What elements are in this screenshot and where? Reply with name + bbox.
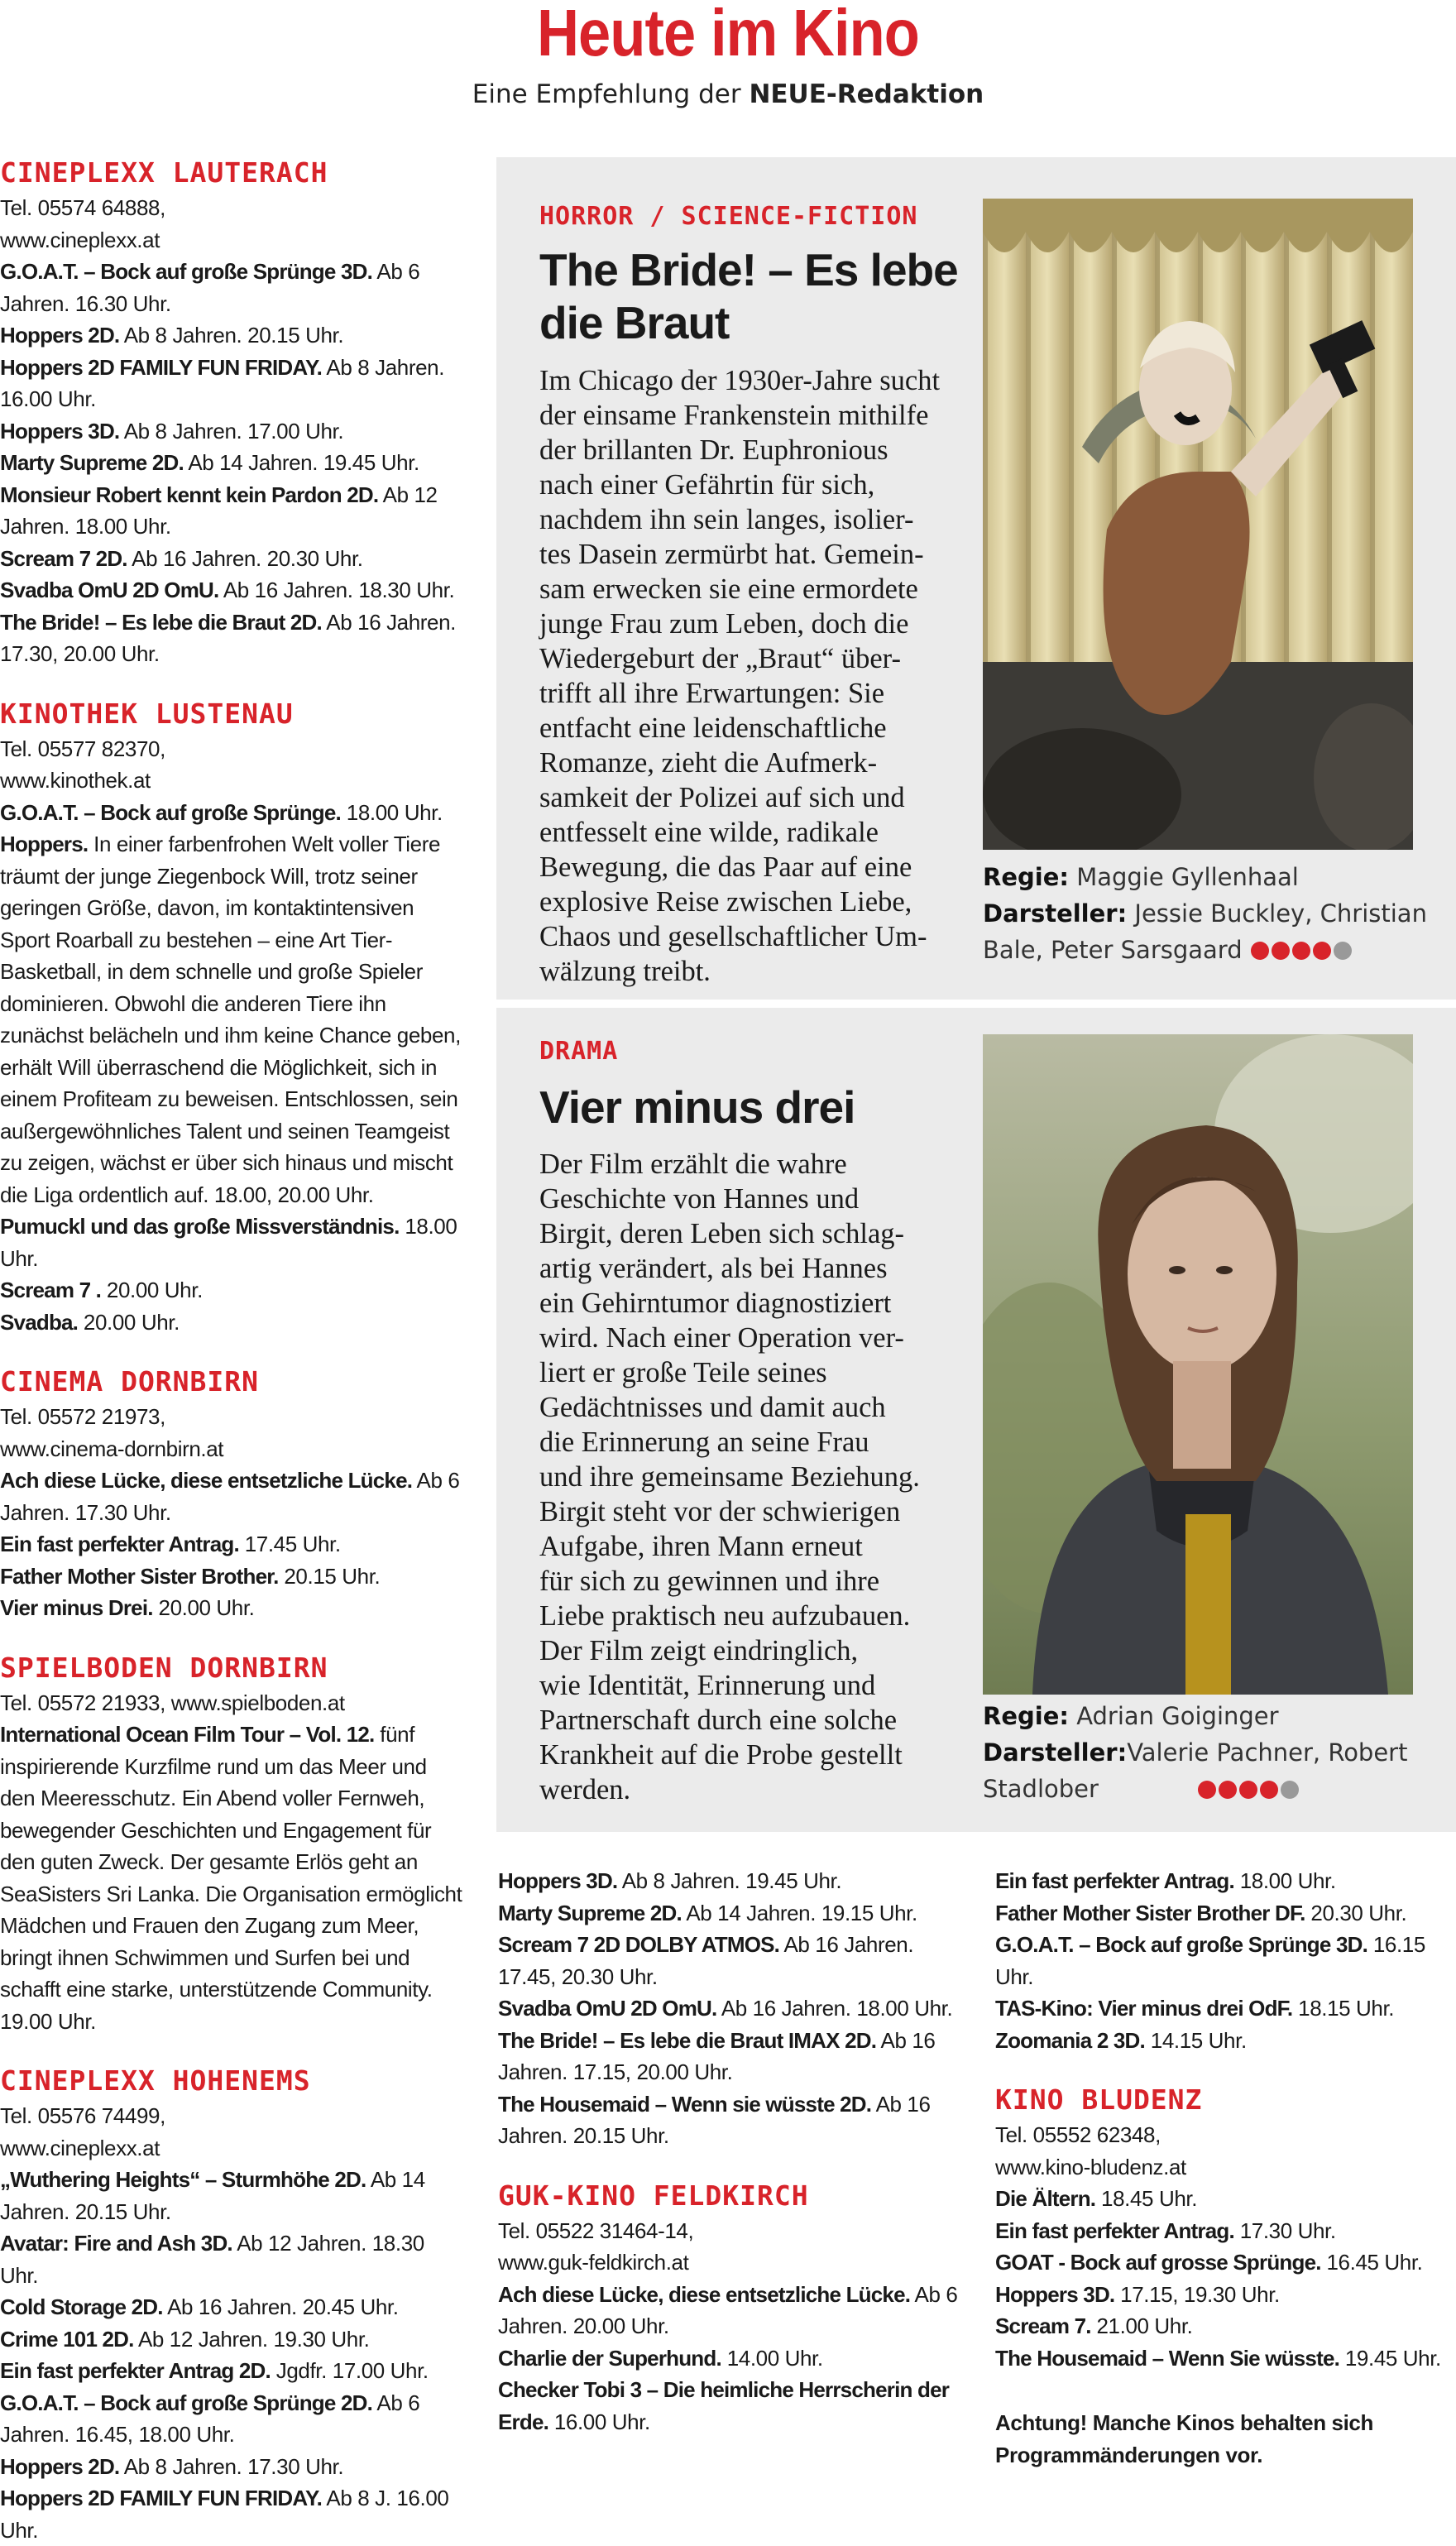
featured-2-genre: DRAMA [539, 1037, 619, 1066]
listing-details: 18.00 Uhr. [340, 799, 443, 825]
listing-details: Ab 14 Jahren. 20.15 Uhr. [0, 2167, 425, 2224]
listing-entry [0, 765, 463, 797]
listing-details: Ab 12 Jahren. 18.30 Uhr. [0, 2231, 424, 2288]
movie-title: Ein fast perfekter Antrag. [0, 1532, 239, 1556]
movie-title: Die Ältern. [995, 2186, 1096, 2211]
listing-details: 20.00 Uhr. [78, 1309, 180, 1335]
listing-details: Ab 8 Jahren. 19.45 Uhr. [617, 1868, 842, 1893]
listing-entry [0, 1528, 463, 1561]
listing-entry [0, 2355, 463, 2387]
description-line: Bewegung, die das Paar auf eine [539, 851, 912, 883]
listing-entry [0, 2323, 463, 2356]
listing-entry [0, 415, 463, 448]
listing-entry [0, 1561, 463, 1593]
movie-title: Hoppers 2D. [0, 2453, 120, 2479]
middle-listings-column [498, 1865, 961, 2438]
listing-details: Ab 8 Jahren. 20.15 Uhr. [119, 323, 344, 348]
listing-entry [0, 352, 463, 415]
listing-details: Tel. 05572 21933, www.spielboden.at [0, 1690, 345, 1715]
description-line: trifft all ihre Erwartungen: Sie [539, 678, 885, 709]
listing-details: Tel. 05574 64888, [0, 195, 165, 220]
listing-entry [0, 1592, 463, 1624]
listing-entry [0, 733, 463, 765]
listing-entry [0, 2291, 463, 2323]
featured-2-regie: Adrian Goiginger [1076, 1702, 1279, 1730]
description-line: Geschichte von Hannes und [539, 1183, 860, 1215]
movie-title: Scream 7 2D. [0, 545, 127, 571]
description-line: Liebe praktisch neu aufzubauen. [539, 1600, 911, 1632]
listing-entry [0, 2164, 463, 2227]
listing-entry [0, 797, 463, 829]
featured-2-darsteller-line2: Stadlober [983, 1775, 1099, 1803]
listing-entry [0, 256, 463, 319]
rating-dot-empty [1334, 942, 1352, 960]
right-listings-column [995, 1865, 1442, 2471]
listing-entry [0, 192, 463, 224]
description-line: junge Frau zum Leben, doch die [539, 608, 909, 640]
description-line: Wiedergeburt der „Braut“ über- [539, 643, 901, 674]
description-line: explosive Reise zwischen Liebe, [539, 886, 912, 918]
movie-title: Ach diese Lücke, diese entsetzliche Lücke. [0, 1468, 413, 1493]
listing-details: Ab 16 Jahren. 17.45, 20.30 Uhr. [498, 1932, 914, 1989]
subtitle-bold: NEUE-Redaktion [749, 79, 984, 109]
listing-entry [0, 479, 463, 543]
movie-title: Ach diese Lücke, diese entsetzliche Lücke. [498, 2281, 911, 2307]
movie-title: G.O.A.T. – Bock auf große Sprünge 3D. [995, 1932, 1368, 1957]
listing-entry [498, 2342, 961, 2375]
listing-details: www.kino-bludenz.at [995, 2154, 1186, 2179]
listing-details: Ab 14 Jahren. 19.15 Uhr. [681, 1900, 917, 1925]
listing-entry [0, 1307, 463, 1339]
listing-details: Tel. 05576 74499, [0, 2103, 165, 2128]
featured-1-rating [1251, 933, 1354, 970]
featured-1-description [539, 363, 986, 989]
description-line: liert er große Teile seines [539, 1357, 827, 1388]
movie-title: Father Mother Sister Brother DF. [995, 1900, 1305, 1925]
listing-entry [0, 2482, 463, 2546]
listing-details: Ab 12 Jahren. 18.00 Uhr. [0, 482, 438, 539]
movie-title: Hoppers 3D. [498, 1868, 618, 1893]
listing-details: Jgdfr. 17.00 Uhr. [270, 2358, 429, 2383]
listing-entry [0, 2132, 463, 2165]
vier-minus-drei-image [983, 1034, 1413, 1695]
listing-entry [498, 2279, 961, 2342]
description-line: tes Dasein zermürbt hat. Gemein- [539, 539, 924, 570]
listing-details: 19.45 Uhr. [1339, 2345, 1441, 2371]
movie-title: The Housemaid – Wenn Sie wüsste. [995, 2345, 1340, 2371]
movie-title: Ein fast perfekter Antrag 2D. [0, 2358, 271, 2383]
listing-entry [0, 1465, 463, 1528]
listing-details: 16.15 Uhr. [995, 1932, 1425, 1989]
featured-2-darsteller-label: Darsteller: [983, 1738, 1128, 1767]
featured-2-darsteller-line1: Valerie Pachner, Robert [1127, 1738, 1408, 1767]
listing-entry [995, 2246, 1442, 2279]
movie-title: Hoppers 3D. [995, 2281, 1115, 2307]
listing-entry [0, 1274, 463, 1307]
featured-1-darsteller-label: Darsteller: [983, 899, 1128, 928]
description-line: werden. [539, 1774, 631, 1805]
listing-entry [995, 2342, 1442, 2375]
featured-1-regie: Maggie Gyllenhaal [1076, 863, 1299, 891]
description-line: entfesselt eine wilde, radikale [539, 817, 879, 848]
movie-title: Marty Supreme 2D. [498, 1900, 682, 1925]
movie-title: Hoppers 2D FAMILY FUN FRIDAY. [0, 354, 323, 380]
rating-dot-empty [1281, 1781, 1299, 1799]
description-line: nach einer Gefährtin für sich, [539, 469, 875, 501]
listing-entry [0, 607, 463, 670]
rating-dot-filled [1260, 1781, 1278, 1799]
description-line: wie Identität, Erinnerung und [539, 1670, 876, 1701]
movie-title: Father Mother Sister Brother. [0, 1563, 279, 1589]
movie-title: Vier minus Drei. [0, 1595, 153, 1620]
listing-details: 21.00 Uhr. [1090, 2313, 1193, 2338]
listing-details: Ab 6 Jahren. 17.30 Uhr. [0, 1468, 460, 1525]
listing-entry [0, 2100, 463, 2132]
listing-details: 17.30 Uhr. [1233, 2218, 1336, 2243]
listing-entry [0, 828, 463, 1211]
listing-details: Tel. 05572 21973, [0, 1404, 165, 1429]
listing-details: Tel. 05552 62348, [995, 2122, 1161, 2147]
movie-title: Crime 101 2D. [0, 2326, 134, 2352]
description-line: Krankheit auf die Probe gestellt [539, 1739, 903, 1771]
notice: Achtung! Manche Kinos behalten sich Programmänderungen vor. [995, 2410, 1373, 2467]
rating-dot-filled [1251, 942, 1269, 960]
movie-title: The Bride! – Es lebe die Braut 2D. [0, 609, 322, 635]
movie-title: Scream 7. [995, 2313, 1091, 2338]
movie-title: Checker Tobi 3 – Die heimliche Herrscherin der Erde. [498, 2377, 950, 2434]
listing-details: Ab 6 Jahren. 16.45, 18.00 Uhr. [0, 2390, 420, 2447]
subtitle-prefix: Eine Empfehlung der [472, 79, 750, 109]
movie-title: Hoppers 2D FAMILY FUN FRIDAY. [0, 2486, 323, 2510]
listing-entry [995, 1929, 1442, 1992]
listing-details: 17.15, 19.30 Uhr. [1114, 2281, 1280, 2307]
description-line: ein Gehirntumor diagnostiziert [539, 1287, 892, 1319]
the-bride-image [983, 199, 1413, 850]
description-line: der einsame Frankenstein mithilfe [539, 400, 929, 431]
movie-title: G.O.A.T. – Bock auf große Sprünge. [0, 799, 341, 825]
featured-2-photo [983, 1034, 1413, 1695]
listing-entry [995, 2279, 1442, 2311]
description-line: wälzung treibt. [539, 956, 711, 987]
listing-details: 18.00 Uhr. [0, 1214, 457, 1271]
rating-dot-filled [1313, 942, 1331, 960]
description-line: Gedächtnisses und damit auch [539, 1392, 886, 1423]
listing-details: 20.15 Uhr. [278, 1563, 381, 1589]
featured-1-credits [983, 859, 1430, 970]
listing-entry [0, 2227, 463, 2291]
featured-2-credits [983, 1698, 1430, 1809]
listing-details: Tel. 05577 82370, [0, 736, 165, 761]
listing-entry [995, 2310, 1442, 2342]
page-subtitle [0, 79, 1456, 109]
description-line: Birgit steht vor der schwierigen [539, 1496, 901, 1527]
section-gap [995, 2374, 1442, 2407]
movie-title: Ein fast perfekter Antrag. [995, 1868, 1234, 1893]
movie-title: International Ocean Film Tour – Vol. 12. [0, 1722, 375, 1747]
listing-details: www.cineplexx.at [0, 227, 160, 252]
description-line: sam erwecken sie eine ermordete [539, 573, 918, 605]
section-gap [995, 2056, 1442, 2081]
description-line: entfacht eine leidenschaftliche [539, 712, 887, 744]
listing-entry [0, 2387, 463, 2451]
listing-entry [498, 1929, 961, 1992]
listing-entry [498, 1865, 961, 1897]
description-line: artig verändert, als bei Hannes [539, 1253, 888, 1284]
cinema-name: GUK-KINO FELDKIRCH [498, 2179, 809, 2212]
section-gap [0, 2037, 463, 2062]
listing-details: Ab 8 Jahren. 17.00 Uhr. [119, 418, 344, 444]
listing-entry [498, 2374, 961, 2438]
listing-details: 20.30 Uhr. [1305, 1900, 1407, 1925]
listing-details: Tel. 05522 31464-14, [498, 2218, 694, 2243]
movie-title: G.O.A.T. – Bock auf große Sprünge 2D. [0, 2390, 373, 2415]
featured-1-photo [983, 199, 1413, 850]
description-line: Der Film zeigt eindringlich, [539, 1635, 859, 1666]
rating-dot-filled [1219, 1781, 1237, 1799]
listing-details: Ab 16 Jahren. 18.30 Uhr. [218, 578, 455, 602]
listing-details: In einer farbenfrohen Welt voller Tiere träumt der junge Ziegenbock Will, trotz seiner geringen Größe, davon, im kontaktintensiven Sport Roarball zu bestehen – eine Art Tier-Basketball, in dem schnelle und große Spieler dominieren. Obwohl die anderen Tiere ihn zunächst belächeln und ihm keine Chance geben, erhält Will überraschend die Möglichkeit, sich in einem Profiteam zu beweisen. Entschlossen, sein außergewöhnliches Talent und seinen Teamgeist zu zeigen, wächst er über sich hinaus und mischt die Liga ordentlich auf. 18.00, 20.00 Uhr. [0, 832, 461, 1207]
listing-details: Ab 8 J. 16.00 Uhr. [0, 2486, 449, 2543]
listing-details: Ab 12 Jahren. 19.30 Uhr. [133, 2326, 370, 2352]
page-title: Heute im Kino [537, 0, 919, 70]
listing-details: 16.00 Uhr. [548, 2409, 650, 2434]
listing-entry [995, 1992, 1442, 2025]
movie-title: Svadba OmU 2D OmU. [0, 578, 219, 602]
listing-entry [498, 1992, 961, 2025]
cinema-name: KINO BLUDENZ [995, 2083, 1203, 2116]
listing-entry [995, 2025, 1442, 2057]
listing-details: 14.00 Uhr. [721, 2345, 823, 2371]
listing-entry [498, 2246, 961, 2279]
listing-details: Ab 8 Jahren. 16.00 Uhr. [0, 354, 445, 411]
movie-title: The Housemaid – Wenn sie wüsste 2D. [498, 2091, 872, 2117]
description-line: nachdem ihn sein langes, isolier- [539, 504, 914, 535]
description-line: Partnerschaft durch eine solche [539, 1705, 898, 1736]
listing-details: Ab 16 Jahren. 20.45 Uhr. [162, 2294, 399, 2319]
movie-title: Scream 7 2D DOLBY ATMOS. [498, 1932, 780, 1957]
listing-entry [0, 1719, 463, 2037]
featured-1-regie-label: Regie: [983, 863, 1069, 891]
description-line: Romanze, zieht die Aufmerk- [539, 747, 878, 779]
listing-details: www.cineplexx.at [0, 2135, 160, 2160]
description-line: samkeit der Polizei auf sich und [539, 782, 905, 813]
featured-2-title: Vier minus drei [539, 1081, 855, 1133]
cinema-name: KINOTHEK LUSTENAU [0, 697, 294, 730]
listing-entry [995, 1897, 1442, 1930]
movie-title: Ein fast perfekter Antrag. [995, 2218, 1234, 2243]
section-gap [0, 1624, 463, 1649]
listing-entry [0, 319, 463, 352]
movie-title: Hoppers 3D. [0, 418, 120, 444]
featured-2-regie-label: Regie: [983, 1702, 1069, 1730]
movie-title: TAS-Kino: Vier minus drei OdF. [995, 1996, 1293, 2021]
listing-entry [0, 1401, 463, 1433]
section-gap [0, 1338, 463, 1363]
movie-title: GOAT - Bock auf grosse Sprünge. [995, 2250, 1321, 2275]
movie-title: Hoppers. [0, 832, 89, 856]
featured-1-darsteller-line2: Bale, Peter Sarsgaard [983, 936, 1243, 964]
movie-title: Charlie der Superhund. [498, 2345, 721, 2371]
listing-entry [0, 447, 463, 479]
listing-entry [0, 2451, 463, 2483]
description-line: der brillanten Dr. Euphronious [539, 434, 888, 466]
cinema-name: CINEPLEXX HOHENEMS [0, 2064, 311, 2097]
movie-title: Marty Supreme 2D. [0, 450, 184, 475]
listing-details: fünf inspirierende Kurzfilme rund um das Meer und den Meeresschutz. Ein Abend voller Fernweh, bewegender Geschichten und Engagement für den guten Zweck. Der gesamte Erlös geht an SeaSisters Sri Lanka. Die Organisation ermöglicht Mädchen und Frauen den Zugang zum Meer, bringt ihnen Schwimmen und Surfen bei und schafft eine starke, unterstützende Community. 19.00 Uhr. [0, 1722, 462, 2034]
description-line: Der Film erzählt die wahre [539, 1148, 847, 1180]
listing-details: www.guk-feldkirch.at [498, 2250, 689, 2275]
listing-entry [0, 224, 463, 257]
listing-details: 18.45 Uhr. [1095, 2186, 1198, 2211]
listing-details: Ab 16 Jahren. 18.00 Uhr. [716, 1996, 953, 2021]
listing-entry [498, 2025, 961, 2088]
movie-title: G.O.A.T. – Bock auf große Sprünge 3D. [0, 259, 373, 284]
listing-entry [0, 543, 463, 575]
listing-entry [995, 1865, 1442, 1897]
cinema-name: SPIELBODEN DORNBIRN [0, 1651, 328, 1684]
listing-details: 18.15 Uhr. [1292, 1996, 1395, 2021]
listing-details: Ab 14 Jahren. 19.45 Uhr. [183, 450, 419, 475]
listing-entry [995, 2215, 1442, 2247]
listing-entry [995, 2183, 1442, 2215]
listing-details: Ab 16 Jahren. 17.30, 20.00 Uhr. [0, 609, 457, 666]
rating-dot-filled [1272, 942, 1290, 960]
listing-details: Ab 16 Jahren. 20.30 Uhr. [127, 545, 363, 571]
listing-details: www.cinema-dornbirn.at [0, 1436, 224, 1461]
movie-title: Zoomania 2 3D. [995, 2027, 1145, 2053]
listing-entry [0, 1211, 463, 1274]
featured-1-darsteller-line1: Jessie Buckley, Christian [1134, 899, 1427, 928]
listing-entry [0, 1433, 463, 1465]
movie-title: Monsieur Robert kennt kein Pardon 2D. [0, 482, 379, 507]
listing-entry [498, 2215, 961, 2247]
listing-entry [498, 1897, 961, 1930]
listing-details: www.kinothek.at [0, 768, 151, 793]
movie-title: Hoppers 2D. [0, 323, 120, 348]
listing-details: 16.45 Uhr. [1320, 2250, 1423, 2275]
listing-details: Ab 6 Jahren. 16.30 Uhr. [0, 259, 420, 316]
movie-title: Cold Storage 2D. [0, 2294, 163, 2319]
listing-entry [995, 2119, 1442, 2151]
listing-details: Ab 8 Jahren. 17.30 Uhr. [119, 2453, 344, 2479]
movie-title: Avatar: Fire and Ash 3D. [0, 2231, 232, 2256]
movie-title: The Bride! – Es lebe die Braut IMAX 2D. [498, 2027, 877, 2053]
cinema-name: CINEMA DORNBIRN [0, 1365, 260, 1398]
listing-entry [0, 1687, 463, 1719]
description-line: Aufgabe, ihren Mann erneut [539, 1531, 863, 1562]
listing-details: Ab 16 Jahren. 17.15, 20.00 Uhr. [498, 2027, 936, 2084]
panel-divider [496, 1000, 1456, 1008]
listing-details: 18.00 Uhr. [1233, 1868, 1336, 1893]
movie-title: „Wuthering Heights“ – Sturmhöhe 2D. [0, 2167, 366, 2192]
rating-dot-filled [1292, 942, 1310, 960]
left-listings-column [0, 154, 463, 2546]
listing-details: Ab 16 Jahren. 20.15 Uhr. [498, 2091, 931, 2148]
featured-1-title: The Bride! – Es lebe die Braut [539, 244, 958, 348]
description-line: für sich zu gewinnen und ihre [539, 1565, 880, 1597]
listing-details: Ab 6 Jahren. 20.00 Uhr. [498, 2281, 958, 2338]
section-gap [0, 670, 463, 695]
movie-title: Scream 7 . [0, 1278, 102, 1302]
listing-entry [0, 574, 463, 607]
featured-1-genre: HORROR / SCIENCE-FICTION [539, 202, 918, 231]
description-line: Birgit, deren Leben sich schlag- [539, 1218, 905, 1249]
listing-entry [995, 2151, 1442, 2184]
description-line: und ihre gemeinsame Beziehung. [539, 1461, 920, 1493]
listing-details: 20.00 Uhr. [101, 1278, 203, 1302]
description-line: wird. Nach einer Operation ver- [539, 1322, 904, 1354]
rating-dot-filled [1198, 1781, 1216, 1799]
cinema-name: CINEPLEXX LAUTERACH [0, 156, 328, 189]
listing-details: 17.45 Uhr. [238, 1532, 341, 1556]
movie-title: Svadba. [0, 1309, 79, 1335]
description-line: Chaos und gesellschaftlicher Um- [539, 921, 927, 952]
listing-details: 14.15 Uhr. [1144, 2027, 1247, 2053]
featured-2-rating [1198, 1772, 1301, 1809]
featured-2-description [539, 1147, 986, 1807]
section-gap [498, 2152, 961, 2177]
rating-dot-filled [1239, 1781, 1257, 1799]
listing-details: 20.00 Uhr. [152, 1595, 255, 1620]
description-line: die Erinnerung an seine Frau [539, 1426, 869, 1458]
description-line: Im Chicago der 1930er-Jahre sucht [539, 365, 941, 396]
listing-entry [498, 2088, 961, 2152]
movie-title: Svadba OmU 2D OmU. [498, 1996, 717, 2021]
movie-title: Pumuckl und das große Missverständnis. [0, 1214, 400, 1239]
